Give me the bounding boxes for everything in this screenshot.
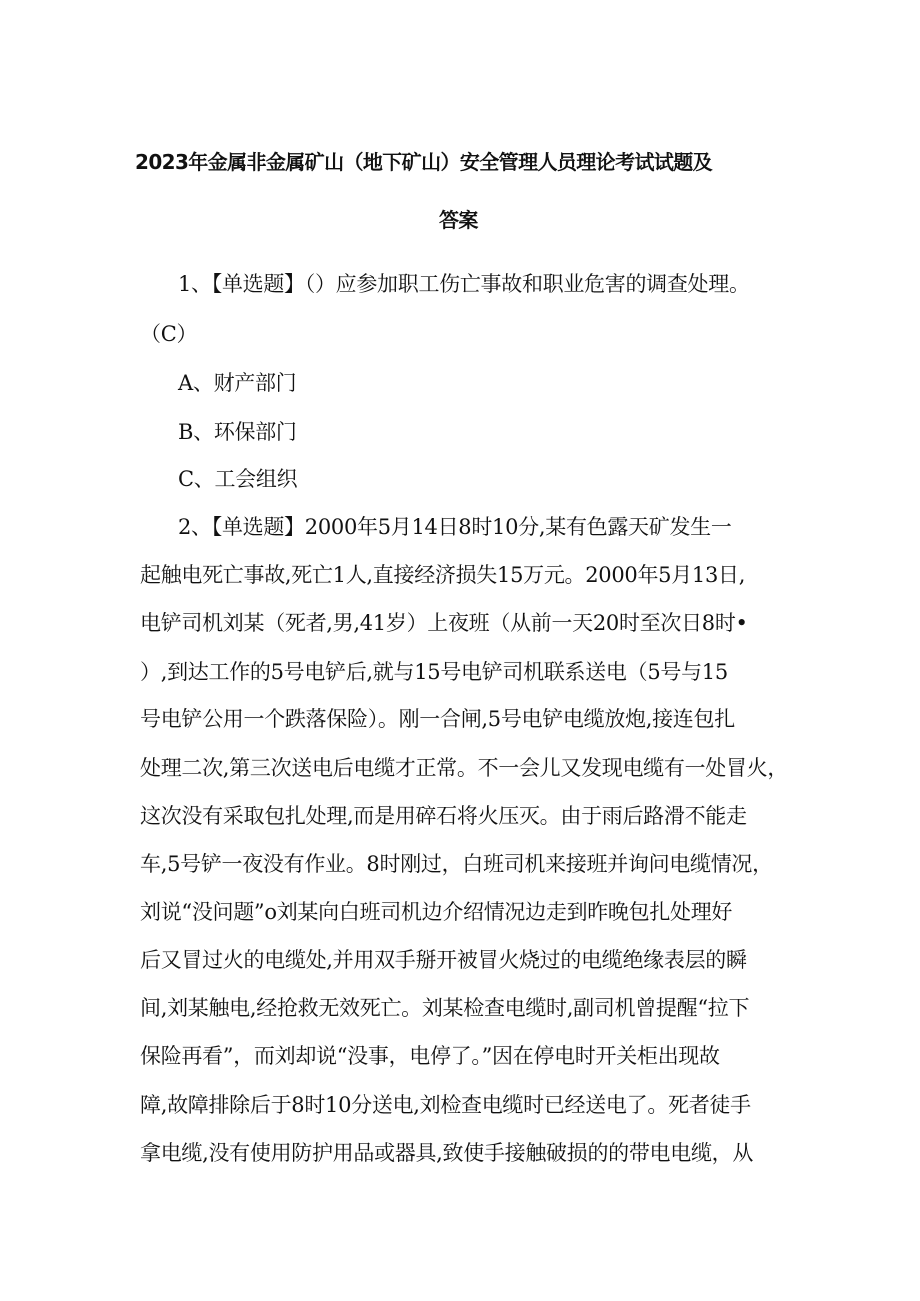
question-1-answer: （C） xyxy=(140,322,198,346)
document-title-line-2: 答案 xyxy=(439,208,478,232)
question-1-option-a: A、财产部门 xyxy=(178,371,297,395)
question-2-line-3: 电铲司机刘某（死者,男,41岁）上夜班（从前一天20时至次日8时• xyxy=(140,611,748,635)
question-2-line-2: 起触电死亡事故,死亡1人,直接经济损失15万元。2000年5月13日, xyxy=(140,563,746,587)
document-title-line-1: 2023年金属非金属矿山（地下矿山）安全管理人员理论考试试题及 xyxy=(135,150,713,174)
question-2-line-12: 保险再看”，而刘却说“没事，电停了。”因在停电时开关柜出现故 xyxy=(140,1044,720,1068)
question-1-option-b: B、环保部门 xyxy=(178,420,297,444)
question-2-line-4: ）,到达工作的5号电铲后,就与15号电铲司机联系送电（5号与15 xyxy=(140,660,728,684)
question-2-line-8: 车,5号铲一夜没有作业。8时刚过，白班司机来接班并询问电缆情况， xyxy=(140,852,773,876)
question-1-option-c: C、工会组织 xyxy=(178,467,298,491)
question-2-line-13: 障,故障排除后于8时10分送电,刘检查电缆时已经送电了。死者徒手 xyxy=(140,1093,751,1117)
question-2-line-10: 后又冒过火的电缆处,并用双手掰开被冒火烧过的电缆绝缘表层的瞬 xyxy=(140,948,747,972)
question-2-line-14: 拿电缆,没有使用防护用品或器具,致使手接触破损的的带电电缆，从 xyxy=(140,1141,754,1165)
question-1-stem: 1、【单选题】（）应参加职工伤亡事故和职业危害的调查处理。 xyxy=(178,272,750,296)
question-2-line-1: 2、【单选题】2000年5月14日8时10分,某有色露天矿发生一 xyxy=(178,515,732,539)
question-2-line-11: 间,刘某触电,经抢救无效死亡。刘某检查电缆时,副司机曾提醒“拉下 xyxy=(140,996,750,1020)
question-2-line-6: 处理二次,第三次送电后电缆才正常。不一会儿又发现电缆有一处冒火， xyxy=(140,756,789,780)
question-2-line-5: 号电铲公用一个跌落保险）。刚一合闸,5号电铲电缆放炮,接连包扎 xyxy=(140,707,735,731)
question-2-line-7: 这次没有采取包扎处理,而是用碎石将火压灭。由于雨后路滑不能走 xyxy=(140,804,747,828)
question-2-line-9: 刘说“没问题”o刘某向白班司机边介绍情况边走到昨晚包扎处理好 xyxy=(140,900,733,924)
